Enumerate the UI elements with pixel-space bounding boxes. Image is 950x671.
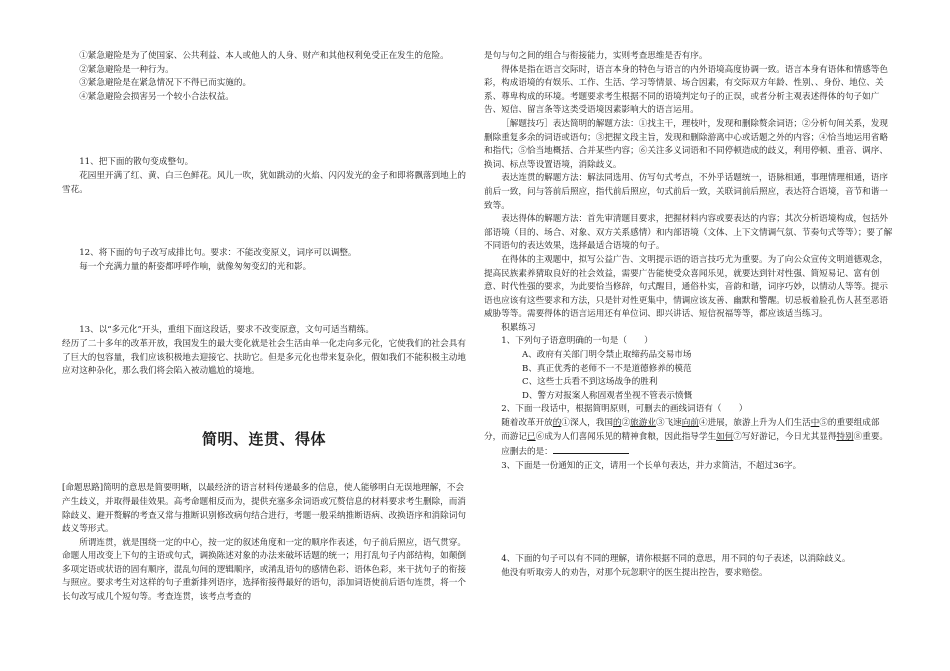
q2-answer: 应删去的是： <box>484 444 896 460</box>
item-2: ②紧急避险是一种行为。 <box>79 64 174 75</box>
left-column <box>62 50 466 605</box>
q13-title: 13、以“多元化”开头，重组下面这段话，要求不改变原意，文句可适当精练。 <box>79 325 374 336</box>
q3-text: 3、下面是一份通知的正文，请用一个长单句表达，并力求简洁，不超过36字。 <box>501 460 802 471</box>
q1-option-a: A、政府有关部门明令禁止取缔药品交易市场 <box>522 350 692 361</box>
underlined-word: 中 <box>810 418 820 429</box>
subjective-paragraph: 在得体的主观题中，拟写公益广告、文明提示语的语言技巧尤为重要。为了向公众宣传文明道德观念，提高民族素养猜取良好的社会效益，需要广告能使受众喜闻乐见，就要达到针对性强、简短易记、富有创意、时代性强的要求，为此要恰当修辞，句式醒目，通俗朴实，音韵和谐，词序巧妙，以情动人等等。提示语也应该有这些要求和方法，只是针对性更集中，情调应该友善、幽默和警醒。切忌板着脸孔伤人甚至恶语威胁等等。需要得体的语言运用还有单位词、即兴讲话、短信祝福等等，都应该适当练习。 <box>484 254 888 320</box>
section-title: 简明、连贯、得体 <box>201 429 326 448</box>
right-column <box>484 50 896 581</box>
q11-title: 11、把下面的散句变成整句。 <box>79 157 194 168</box>
practice-title: 积累练习 <box>501 322 536 333</box>
coherence-continued: 是句与句之间的组合与衔接能力，实则考查思维是否有序。 <box>484 51 708 61</box>
tips-appropriate: 表达得体的解题方法：首先审清题目要求，把握材料内容或要表达的内容；其次分析语境构成，包括外部语境（目的、场合、对象、双方关系感情）和内部语境（文体、上下文情调气氛、节奏句式等等）；要了解不同语句的表达效果，选择最适合语境的句子。 <box>484 214 893 252</box>
q4-text: 他没有听取旁人的劝告，对那个玩忽职守的医生提出控告，要求赔偿。 <box>501 568 768 578</box>
underlined-word: 的 <box>612 418 622 429</box>
q4-title: 4、下面的句子可以有不同的理解，请你根据不同的意思，用不同的句子表述，以消除歧义。 <box>501 554 851 565</box>
underlined-word: 旅游业 <box>630 418 656 429</box>
q13-text: 经历了二十多年的改革开放，我国发生的最大变化就是社会生活由单一化走向多元化，它使我们的社会具有了巨大的包容量，我们应该积极地去迎接它、扶助它。但是多元化也带来复杂化，假如我们不能积极主动地应对这种杂化，那么我们将会陷入被动尴尬的境地。 <box>62 338 466 377</box>
appropriateness-paragraph: 得体是指在语言交际时，语言本身的特色与语言的内外语境高度协调一致。语言本身有语体和情感等色彩，构成语境的有娱乐、工作、生活、学习等情景、场合因素，有交际双方年龄、性别、、身份、地位、关系、尊卑构成的环境。考题要求考生根据不同的语境判定句子的正误，或者分析主观表述得体的句子如广告、短信、留言条等这类受语境因素影响大的语言运用。 <box>484 64 888 116</box>
q1-option-c: C、这些士兵看不到这场战争的胜利 <box>522 377 658 388</box>
item-3: ③紧急避险是在紧急情况下不得已而实施的。 <box>79 78 252 89</box>
answer-blank[interactable] <box>553 444 629 454</box>
item-1: ①紧急避险是为了使国家、公共利益、本人或他人的人身、财产和其他权利免受正在发生的危险。 <box>79 51 449 61</box>
q1-option-d: D、警方对报案人称固观者坐视不管表示愤慨 <box>522 390 693 401</box>
underlined-word: 向前 <box>681 418 699 429</box>
underlined-word: 的 <box>552 418 562 429</box>
q11-text: 花园里开满了红、黄、白三色鲜花。风儿一吹，犹如跳动的火焰、闪闪发光的金子和即将飘落到地上的雪花。 <box>62 170 466 195</box>
intro-paragraph: [命题思路]简明的意思是简要明晰，以最经济的语言材料传递最多的信息，使人能够明白无误地理解，不会产生歧义，并取得最佳效果。高考命题相反而为，提供充塞多余词语或冗赘信息的材料要求考生删除，而消除歧义、避开赘解的考查又常与推断识别修改病句结合进行，考题一般采纳推断语病、改换语序和消除词句歧义等形式。 <box>62 483 466 535</box>
coherence-paragraph: 所谓连贯，就是围绕一定的中心，按一定的叙述角度和一定的顺序作表述，句子前后照应，语气贯穿。命题人用改变上下句的主语或句式，调换陈述对象的办法来破坏话题的统一；用打乱句子内部结构，如颠倒多项定语或状语的固有顺序，混乱句间的逻辑顺序，或淆乱语句的感情色彩、语体色彩，来干扰句子的衔接与照应。要求考生对这样的句子重新排列语序，选择衔接得最好的语句，添加词语使前后语句连贯，将一个长句改写成几个短句等。考查连贯，该考点考查的 <box>62 537 466 603</box>
tips-concise: ［解题技巧］表达简明的解题方法：①找主干，理枝叶，发现和删除赘余词语；②分析句间关系，发现删除重复多余的词语或语句；③把握文段主旨，发现和删除游离中心或话题之外的内容；④恰当地运用省略和指代；⑤恰当地概括、合并某些内容；⑥关注多义词语和不同停顿造成的歧义，利用停顿、重音、调序、换词、标点等设置语境，消除歧义。 <box>484 118 888 170</box>
q2-stem: 2、下面一段话中，根据简明原则，可删去的画线词语有（ ） <box>501 404 748 415</box>
q1-option-b: B、真正优秀的老师不一不是道德修养的模范 <box>522 363 692 374</box>
q1-stem: 1、下列句子语意明确的一句是（ ） <box>501 336 653 347</box>
underlined-word: 已 <box>526 431 536 442</box>
underlined-word: 如何 <box>716 431 734 442</box>
underlined-word: 特别 <box>836 431 854 442</box>
item-4: ④紧急避险会损害另一个较小合法权益。 <box>79 91 234 102</box>
q2-passage: 随着改革开放的①深人，我国的②旅游业③飞速向前④进展，旅游上升为人们生活中⑤的重要组成部分，而游记已⑥成为人们喜闻乐见的精神食粮，因此指导学生如何⑦写好游记，今日尤其显得特别⑧重要。 <box>484 418 889 442</box>
q12-title: 12、将下面的句子改写成排比句。要求：不能改变原义，词序可以调整。 <box>79 248 357 259</box>
tips-coherent: 表达连贯的解题方法：解法同选用、仿写句式考点，不外乎话题统一，语脉相通，事理情理相通，语序前后一致，问与答前后照应，指代前后照应，句式前后一致，关联词前后照应，表达符合语境，音节和谐一致等。 <box>484 173 888 211</box>
q12-text: 每一个充满力量的鼾姿都呼呼作响，就像匆匆变幻的光和影。 <box>79 261 312 272</box>
